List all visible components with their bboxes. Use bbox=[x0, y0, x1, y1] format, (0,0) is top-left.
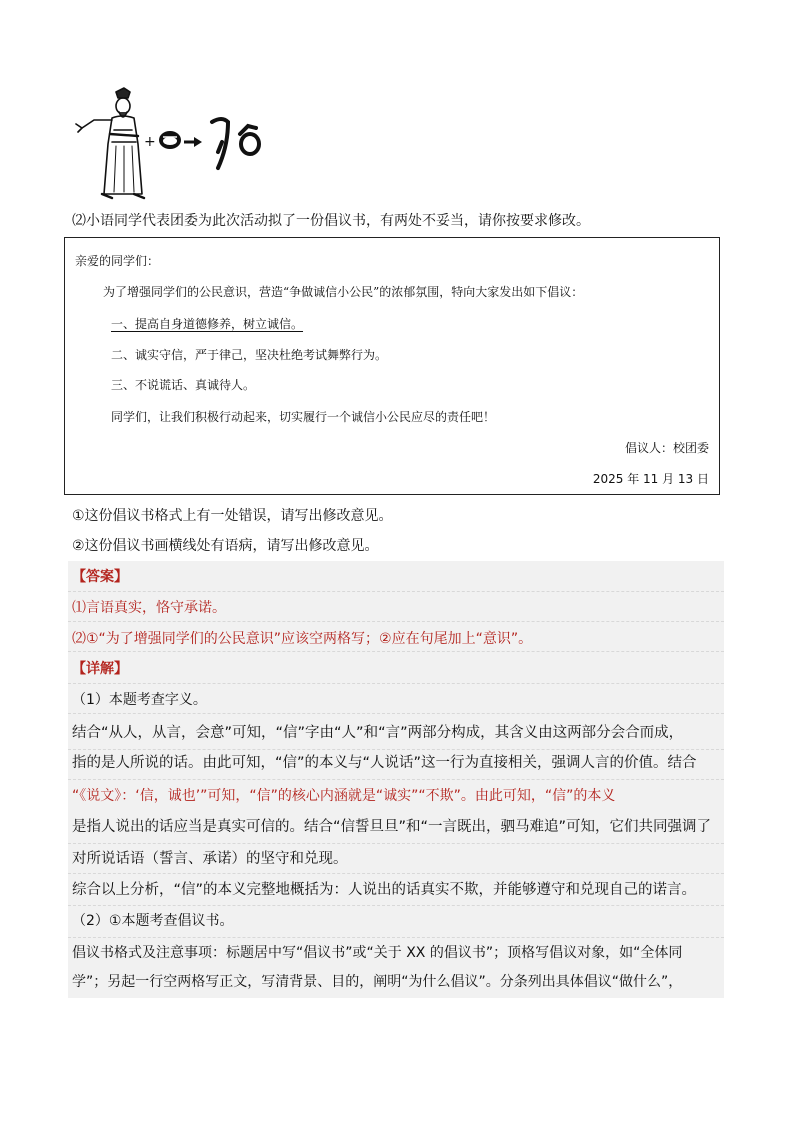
arrow-icon bbox=[184, 137, 202, 147]
detail-line: “《说文》：‘信，诚也’”可知，“信”的核心内涵就是“诚实”“不欺”。由此可知，“信”的本义 bbox=[72, 788, 616, 804]
divider bbox=[68, 621, 724, 622]
divider bbox=[68, 651, 724, 652]
sub-question-2: ②这份倡议书画横线处有语病，请写出修改意见。 bbox=[72, 538, 379, 554]
divider bbox=[68, 749, 724, 750]
detail-line: 结合“从人，从言，会意”可知，“信”字由“人”和“言”两部分构成，其含义由这两部分会合而成， bbox=[72, 725, 684, 741]
detail-line: 综合以上分析，“信”的本义完整地概括为：人说出的话真实不欺，并能够遵守和兑现自己的诺言。 bbox=[72, 882, 697, 898]
character-origin-illustration bbox=[72, 86, 282, 204]
detail-line: （1）本题考查字义。 bbox=[72, 692, 207, 708]
detail-line: 对所说话语（誓言、承诺）的坚守和兑现。 bbox=[72, 851, 348, 867]
divider bbox=[68, 683, 724, 684]
letter-item-2: 二、诚实守信，严于律己，坚决杜绝考试舞弊行为。 bbox=[111, 348, 388, 362]
divider bbox=[68, 843, 724, 844]
answer-line-2: ⑵①“为了增强同学们的公民意识”应该空两格写；②应在句尾加上“意识”。 bbox=[72, 631, 533, 647]
letter-salutation: 亲爱的同学们： bbox=[75, 254, 160, 268]
letter-item-3: 三、不说谎话、真诚待人。 bbox=[111, 378, 256, 392]
letter-intro: 为了增强同学们的公民意识，营造“争做诚信小公民”的浓郁氛围，特向大家发出如下倡议： bbox=[103, 285, 584, 299]
divider bbox=[68, 591, 724, 592]
detail-line: （2）①本题考查倡议书。 bbox=[72, 913, 234, 929]
detail-line: 是指人说出的话应当是真实可信的。结合“信誓旦旦”和“一言既出，驷马难追”可知，它们共同强调了 bbox=[72, 819, 712, 835]
divider bbox=[68, 937, 724, 938]
plus-icon: + bbox=[144, 134, 156, 150]
mouth-icon bbox=[159, 131, 181, 149]
divider bbox=[68, 873, 724, 874]
answer-line-1: ⑴言语真实，恪守承诺。 bbox=[72, 600, 226, 616]
answer-heading: 【答案】 bbox=[72, 569, 128, 585]
ancient-person-icon bbox=[76, 88, 144, 198]
detail-line: 学”；另起一行空两格写正文，写清背景、目的，阐明“为什么倡议”。分条列出具体倡议“做什么”， bbox=[72, 974, 683, 990]
question-2-text: ⑵小语同学代表团委为此次活动拟了一份倡议书，有两处不妥当，请你按要求修改。 bbox=[72, 213, 590, 229]
proposal-letter bbox=[64, 237, 720, 495]
divider bbox=[68, 779, 724, 780]
divider bbox=[68, 905, 724, 906]
letter-date: 2025 年 11 月 13 日 bbox=[592, 472, 709, 486]
sub-question-1: ①这份倡议书格式上有一处错误，请写出修改意见。 bbox=[72, 508, 393, 524]
letter-signer: 倡议人：校团委 bbox=[624, 441, 709, 455]
detail-heading: 【详解】 bbox=[72, 661, 128, 677]
letter-item-1-underlined: 一、提高自身道德修养，树立诚信。 bbox=[111, 317, 304, 331]
ancient-xin-glyph-icon bbox=[212, 119, 259, 168]
detail-line: 指的是人所说的话。由此可知，“信”的本义与“人说话”这一行为直接相关，强调人言的价值。结合 bbox=[72, 755, 697, 771]
divider bbox=[68, 713, 724, 714]
letter-closing: 同学们，让我们积极行动起来，切实履行一个诚信小公民应尽的责任吧！ bbox=[111, 410, 496, 424]
detail-line: 倡议书格式及注意事项：标题居中写“倡议书”或“关于 XX 的倡议书”；顶格写倡议对象，如“全体同 bbox=[72, 945, 683, 961]
